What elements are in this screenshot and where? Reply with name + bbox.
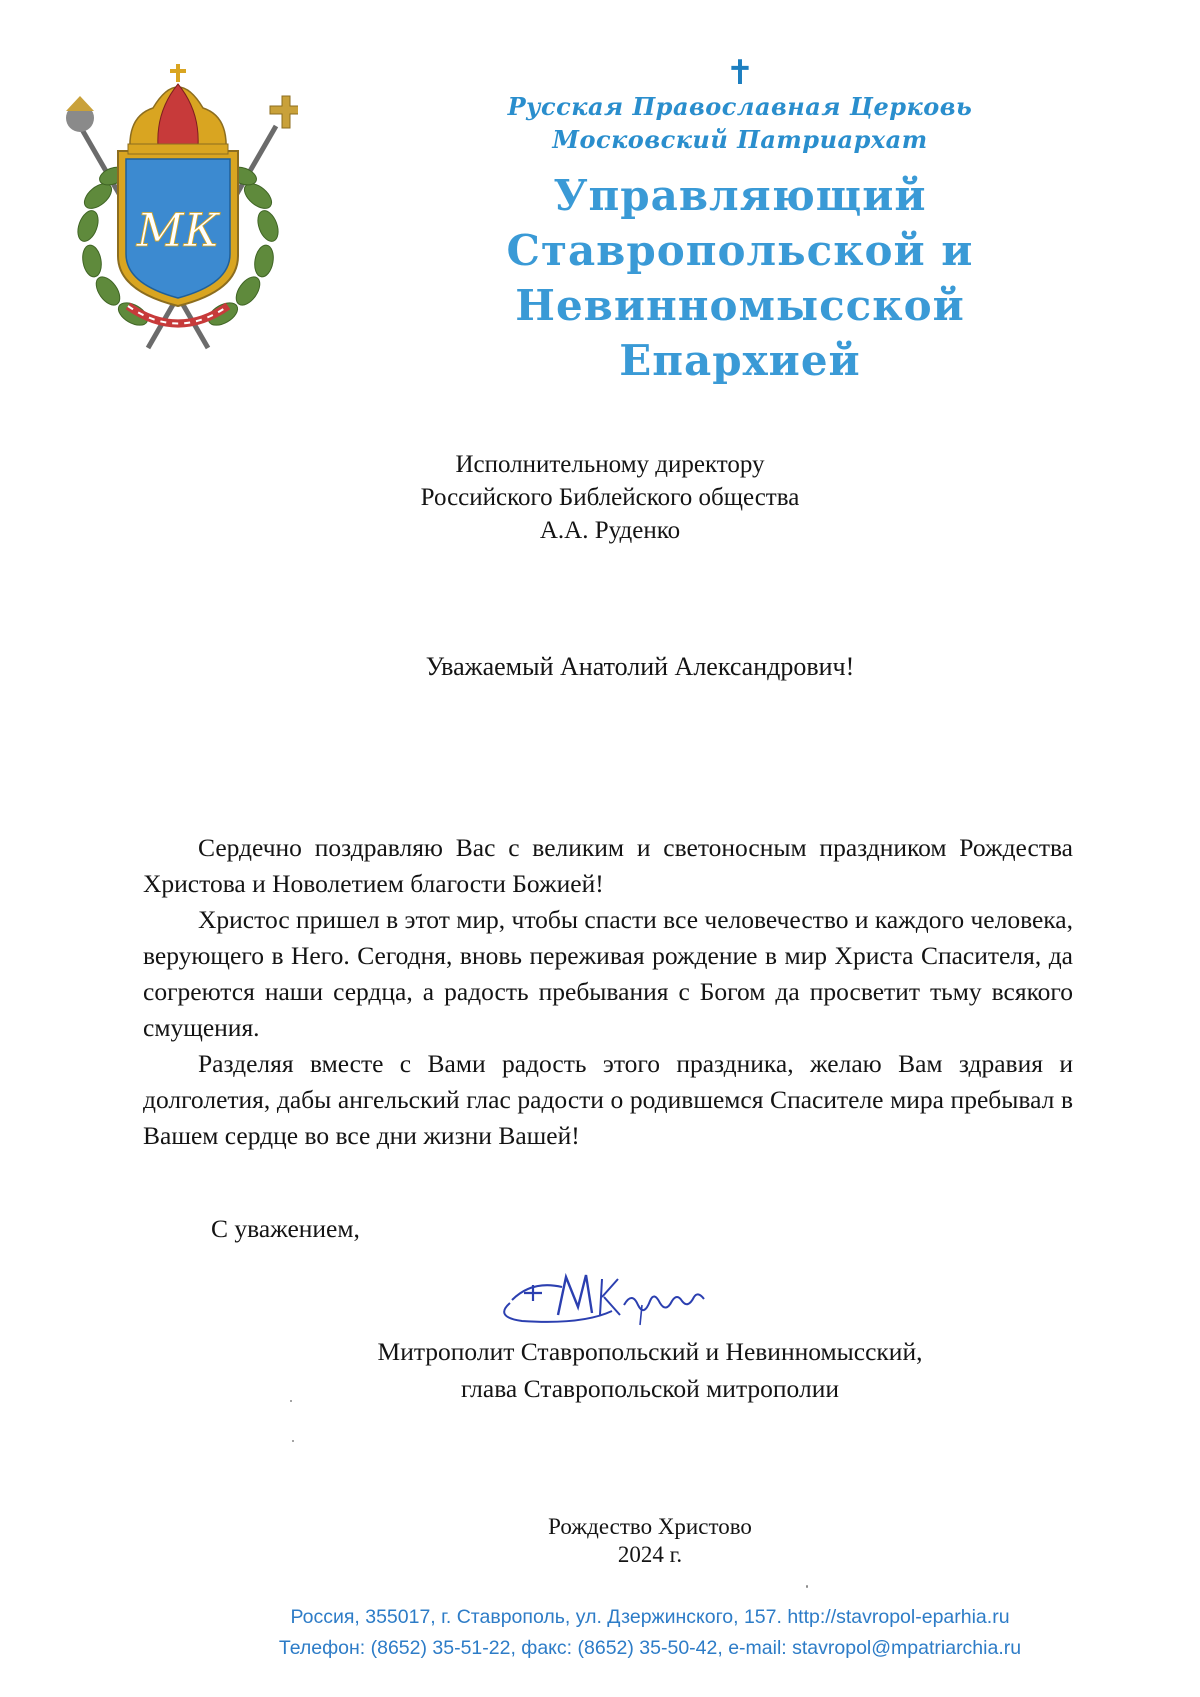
signer-position: глава Ставропольской митрополии [460,1374,839,1403]
letter-body [143,830,1073,1154]
addressee-line3: А.А. Руденко [539,517,681,544]
letterhead [350,53,1130,388]
signer-block [300,1333,1000,1407]
scan-speck [290,1400,292,1402]
footer-contacts: Телефон: (8652) 35-51-22, факс: (8652) 35-50-42, e-mail: stavropol@mpatriarchia.ru [278,1637,1022,1659]
emblem-monogram: МК [136,203,220,257]
date-block [450,1513,850,1569]
body-paragraph-1: Сердечно поздравляю Вас с великим и светоносным праздником Рождества Христова и Новолетием благости Божией! [143,833,1073,898]
addressee-block [300,448,920,547]
scan-speck [292,1440,294,1442]
office-title-line3: Епархией [619,336,861,385]
contact-footer [200,1602,1100,1664]
body-paragraph-3: Разделяя вместе с Вами радость этого праздника, желаю Вам здравия и долголетия, дабы ангельский глас радости о родившемся Спасителе мира пребывал в Вашем сердце во все дни жизни Вашей! [143,1049,1073,1150]
feast-name: Рождество Христово [548,1514,752,1539]
coat-of-arms-icon [58,56,298,356]
patriarchate-name: Московский Патриархат [552,125,928,154]
footer-address: Россия, 355017, г. Ставрополь, ул. Дзержинского, 157. http://stavropol-eparhia.ru [290,1606,1010,1628]
signer-title: Митрополит Ставропольский и Невинномысский, [377,1337,923,1366]
year: 2024 г. [617,1542,683,1567]
office-title-line1: Управляющий [553,171,927,220]
salutation: Уважаемый Анатолий Александрович! [425,652,855,681]
closing-phrase: С уважением, [211,1214,360,1243]
addressee-line1: Исполнительному директору [455,451,765,478]
scan-speck [806,1585,808,1588]
church-name: Русская Православная Церковь [507,92,973,121]
office-title-line2: Ставропольской и Невинномысской [506,226,974,330]
handwritten-signature [492,1255,742,1335]
cross-icon: ✝ [725,53,755,93]
addressee-line2: Российского Библейского общества [420,484,800,511]
body-paragraph-2: Христос пришел в этот мир, чтобы спасти все человечество и каждого человека, верующего в Него. Сегодня, вновь переживая рождение в мир Христа Спасителя, да согреются наши сердца, а радость пребывания с Богом да просветит тьму всякого смущения. [143,905,1073,1042]
